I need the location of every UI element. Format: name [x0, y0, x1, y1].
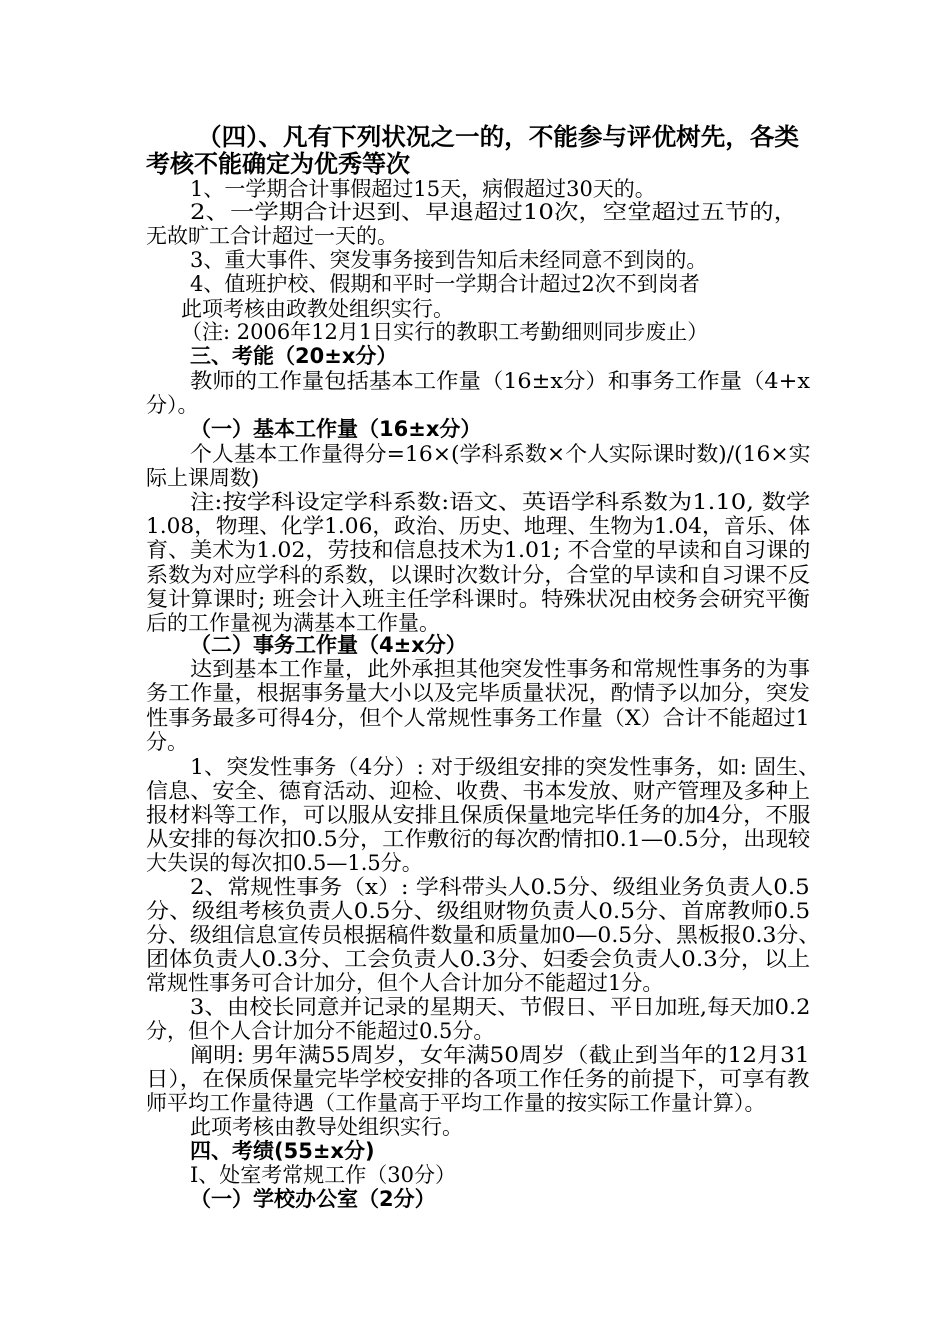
text-line: 大失误的每次扣0.5—1.5分。: [146, 851, 423, 875]
heading-line: 四、考绩(55±x分): [190, 1139, 375, 1163]
text-line: 务工作量，根据事务量大小以及完毕质量状况，酌情予以加分，突发: [146, 681, 811, 705]
heading-line: 考核不能确定为优秀等次: [146, 150, 410, 178]
text-line: 后的工作量视为满基本工作量。: [146, 611, 440, 635]
text-line: 分、级组信息宣传员根据稿件数量和质量加0—0.5分、黑板报0.3分、: [146, 923, 821, 947]
text-line: 日），在保质保量完毕学校安排的各项工作任务的前提下，可享有教: [146, 1067, 810, 1091]
text-line: 复计算课时; 班会计入班主任学科课时。特殊状况由校务会研究平衡: [146, 587, 810, 611]
text-line: 无故旷工合计超过一天的。: [146, 224, 398, 248]
text-line: 注:按学科设定学科系数:语文、英语学科系数为1.10, 数学: [190, 490, 811, 514]
text-line: 此项考核由教导处组织实行。: [190, 1115, 463, 1139]
text-line: 3、由校长同意并记录的星期天、节假日、平日加班,每天加0.2: [190, 995, 811, 1019]
text-line: 1、突发性事务（4分）: 对于级组安排的突发性事务，如: 固生、: [190, 755, 821, 779]
text-line: 常规性事务可合计加分，但个人合计加分不能超过1分。: [146, 971, 664, 995]
text-line: 际上课周数): [146, 466, 260, 490]
heading-line: （二）事务工作量（4±x分）: [190, 633, 467, 657]
text-line: 报材料等工作，可以服从安排且保质保量地完毕任务的加4分，不服: [146, 803, 811, 827]
text-line: 此项考核由政教处组织实行。: [181, 297, 454, 321]
text-line: 分）。: [146, 393, 199, 417]
text-line: 分，但个人合计加分不能超过0.5分。: [146, 1019, 495, 1043]
text-line: 个人基本工作量得分=16×(学科系数×个人实际课时数)/(16×实: [190, 442, 811, 466]
heading-line: （四）、凡有下列状况之一的，不能参与评优树先，各类: [197, 123, 799, 151]
text-line: 阐明: 男年满55周岁，女年满50周岁（截止到当年的12月31: [190, 1043, 810, 1067]
heading-line: 三、考能（20±x分）: [190, 344, 398, 368]
text-line: Ⅰ、处室考常规工作（30分）: [190, 1163, 457, 1187]
text-line: 团体负责人0.3分、工会负责人0.3分、妇委会负责人0.3分，以上: [146, 947, 811, 971]
text-line: 师平均工作量待遇（工作量高于平均工作量的按实际工作量计算）。: [146, 1091, 766, 1115]
text-line: 3、重大事件、突发事务接到告知后未经同意不到岗的。: [190, 248, 708, 272]
heading-line: （一）学校办公室（2分）: [190, 1187, 436, 1211]
text-line: 1、一学期合计事假超过15天，病假超过30天的。: [190, 177, 656, 201]
text-line: 系数为对应学科的系数，以课时次数计分，合堂的早读和自习课不反: [146, 563, 811, 587]
text-line: 2、一学期合计迟到、早退超过10次，空堂超过五节的，: [190, 200, 799, 224]
text-line: 分、级组考核负责人0.5分、级组财物负责人0.5分、首席教师0.5: [146, 899, 811, 923]
text-line: 2、常规性事务（x）: 学科带头人0.5分、级组业务负责人0.5: [190, 875, 810, 899]
text-line: 分。: [146, 730, 188, 754]
heading-line: （一）基本工作量（16±x分）: [190, 417, 482, 441]
text-line: 教师的工作量包括基本工作量（16±x分）和事务工作量（4+x: [190, 369, 810, 393]
text-line: 从安排的每次扣0.5分，工作敷衍的每次酌情扣0.1—0.5分，出现较: [146, 827, 811, 851]
text-line: 育、美术为1.02，劳技和信息技术为1.01; 不合堂的早读和自习课的: [146, 538, 811, 562]
text-line: （注: 2006年12月1日实行的教职工考勤细则同步废止）: [181, 320, 709, 344]
text-line: 达到基本工作量，此外承担其他突发性事务和常规性事务的为事: [190, 657, 810, 681]
text-line: 4、值班护校、假期和平时一学期合计超过2次不到岗者: [190, 272, 700, 296]
text-line: 信息、安全、德育活动、迎检、收费、书本发放、财产管理及多种上: [146, 779, 811, 803]
text-line: 1.08，物理、化学1.06，政治、历史、地理、生物为1.04，音乐、体: [146, 514, 811, 538]
text-line: 性事务最多可得4分，但个人常规性事务工作量（X）合计不能超过1: [146, 706, 810, 730]
